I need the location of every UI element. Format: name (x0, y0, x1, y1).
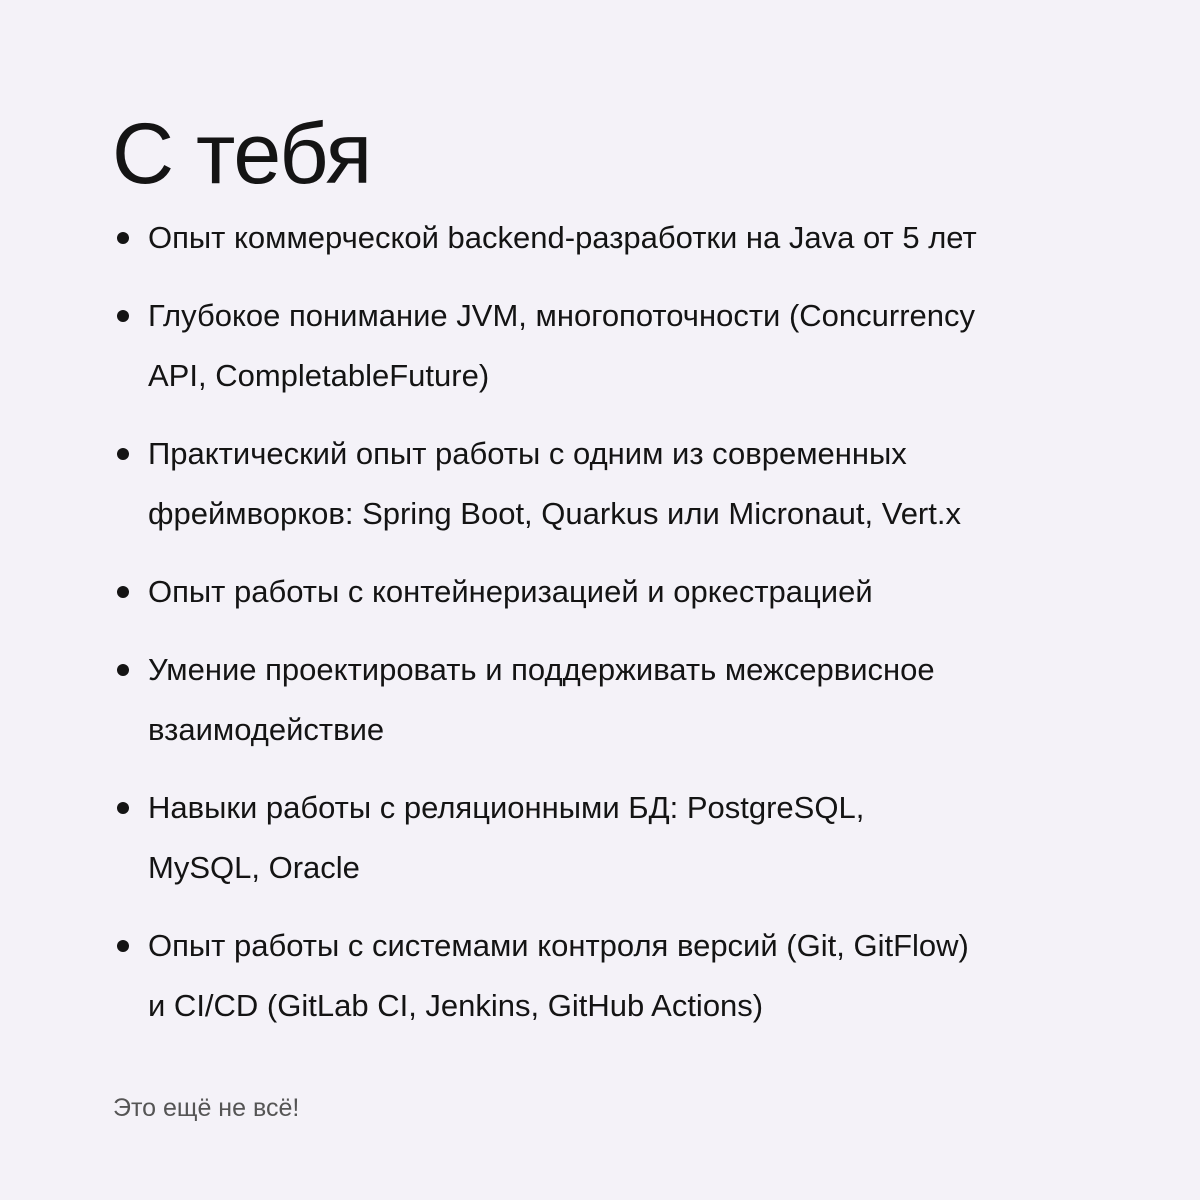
item-text: Навыки работы с реляционными БД: PostgreSQL, (148, 790, 865, 825)
page-title: С тебя (112, 106, 372, 202)
requirements-list (112, 208, 1072, 1054)
list-item (112, 286, 1072, 406)
item-text: API, CompletableFuture) (148, 358, 490, 393)
bullet-icon (117, 940, 129, 952)
footer-note: Это ещё не всё! (113, 1094, 300, 1122)
bullet-icon (117, 802, 129, 814)
bullet-icon (117, 586, 129, 598)
item-text: Опыт коммерческой backend-разработки на Java от 5 лет (148, 220, 977, 255)
list-item (112, 778, 1072, 898)
list-item (112, 562, 1072, 622)
item-text: Глубокое понимание JVM, многопоточности (Concurrency (148, 298, 976, 333)
bullet-icon (117, 232, 129, 244)
item-text: взаимодействие (148, 712, 385, 747)
item-text: Опыт работы с системами контроля версий (Git, GitFlow) (148, 928, 969, 963)
bullet-icon (117, 310, 129, 322)
item-text: MySQL, Oracle (148, 850, 360, 885)
bullet-icon (117, 664, 129, 676)
item-text: и CI/CD (GitLab CI, Jenkins, GitHub Actions) (148, 988, 764, 1023)
list-item (112, 424, 1072, 544)
list-item (112, 916, 1072, 1036)
bullet-icon (117, 448, 129, 460)
item-text: Практический опыт работы с одним из современных (148, 436, 907, 471)
item-text: фреймворков: Spring Boot, Quarkus или Micronaut, Vert.x (148, 496, 961, 531)
list-item (112, 208, 1072, 268)
list-item (112, 640, 1072, 760)
item-text: Опыт работы с контейнеризацией и оркестрацией (148, 574, 873, 609)
item-text: Умение проектировать и поддерживать межсервисное (148, 652, 935, 687)
